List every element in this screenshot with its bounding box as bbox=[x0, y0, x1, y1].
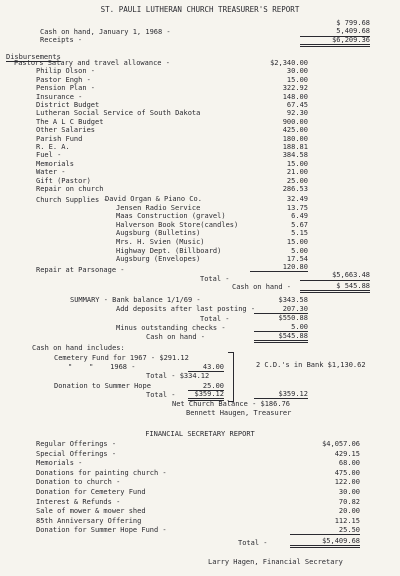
fin-sec-item-value: 429.15 bbox=[334, 449, 360, 458]
disb-total-value: $5,663.48 bbox=[300, 272, 370, 281]
disbursement-item-label: Fuel - bbox=[36, 151, 62, 160]
net-church-balance: Net Church Balance - $186.76 bbox=[172, 400, 291, 408]
bank-balance-value: $343.58 bbox=[278, 296, 308, 304]
fin-sec-item-value: 30.00 bbox=[338, 488, 360, 496]
supply-item-label: David Organ & Piano Co. bbox=[105, 195, 202, 203]
supply-item-label: Maas Construction (gravel) bbox=[116, 212, 226, 221]
fin-sec-item-value: 112.15 bbox=[334, 516, 360, 525]
summary-cash-value: $545.88 bbox=[254, 333, 308, 343]
receipts-label: Receipts - bbox=[40, 36, 83, 44]
fin-sec-item-label: Donation for Summer Hope Fund - bbox=[36, 526, 167, 535]
disbursement-item-value: 188.81 bbox=[282, 143, 308, 151]
includes-total-1: Total - $334.12 bbox=[146, 372, 210, 380]
deposits-value: 207.30 bbox=[254, 306, 308, 314]
supply-item-value: 5.15 bbox=[291, 229, 308, 238]
supply-item-label: Halverson Book Store(candles) bbox=[116, 220, 239, 229]
disbursement-item-value: 15.00 bbox=[286, 159, 308, 168]
treasurer-signature: Bennett Haugen, Treasurer bbox=[186, 409, 292, 417]
fin-sec-item-label: Donation for Cemetery Fund bbox=[36, 488, 146, 496]
supply-item-value: 5.00 bbox=[291, 246, 308, 255]
disbursement-item-value: 15.00 bbox=[286, 75, 308, 84]
fin-total-value: $5,409.68 bbox=[290, 538, 360, 548]
fin-sec-item-value: 25.50 bbox=[290, 527, 360, 535]
fin-sec-item-value: 70.82 bbox=[338, 497, 360, 506]
checks-value: 5.00 bbox=[254, 324, 308, 332]
fin-sec-item-value: $4,057.06 bbox=[322, 440, 360, 448]
hope-label: Donation to Summer Hope bbox=[54, 382, 151, 390]
disbursement-item-value: 148.00 bbox=[282, 92, 308, 101]
bank-balance-label: SUMMARY - Bank balance 1/1/69 - bbox=[70, 296, 201, 304]
receipts-value: 5,409.68 bbox=[300, 28, 370, 37]
disbursement-item-label: Lutheran Social Service of South Dakota bbox=[36, 109, 201, 118]
includes-heading: Cash on hand includes: bbox=[32, 344, 125, 352]
cemetery-1968-label: " " 1968 - bbox=[68, 363, 136, 371]
supply-item-value: 6.49 bbox=[291, 212, 308, 221]
fin-sec-item-value: 68.00 bbox=[338, 459, 360, 468]
fin-sec-signature: Larry Hagen, Financial Secretary bbox=[208, 558, 343, 566]
summary-total-value: $550.88 bbox=[278, 314, 308, 322]
supply-item-value: 13.75 bbox=[286, 203, 308, 212]
summary-total-label: Total - bbox=[200, 315, 230, 323]
disbursement-item-label: Other Salaries bbox=[36, 126, 96, 135]
disbursement-item-value: 21.00 bbox=[286, 168, 308, 177]
supply-item-value: 5.67 bbox=[291, 220, 308, 229]
supply-item-label: Jensen Radio Service bbox=[116, 203, 201, 212]
supply-item-label: Highway Dept. (Billboard) bbox=[116, 246, 222, 255]
supply-item-value: 32.49 bbox=[286, 195, 308, 203]
disbursement-item-value: $2,340.00 bbox=[270, 59, 308, 67]
supply-item-value: 17.54 bbox=[286, 255, 308, 264]
cash-jan-label: Cash on hand, January 1, 1968 - bbox=[40, 28, 171, 36]
supply-item-label: Mrs. H. Svien (Music) bbox=[116, 238, 205, 246]
includes-total-2-label: Total - bbox=[146, 391, 176, 399]
fin-sec-item-label: Memorials - bbox=[36, 459, 83, 468]
includes-total-2-value: $359.12 bbox=[188, 391, 224, 401]
fin-sec-item-label: Donation to church - bbox=[36, 478, 121, 487]
disbursement-item-label: Memorials bbox=[36, 159, 74, 168]
cds-in-bank: 2 C.D.'s in Bank $1,130.62 bbox=[256, 361, 366, 369]
disb-cash-value: $ 545.88 bbox=[300, 283, 370, 293]
fin-sec-item-label: Regular Offerings - bbox=[36, 440, 117, 448]
deposits-label: Add deposits after last posting - bbox=[116, 305, 256, 313]
disbursement-item-value: 30.00 bbox=[286, 67, 308, 76]
disbursement-item-label: Gift (Pastor) bbox=[36, 176, 91, 185]
disbursement-item-value: 92.30 bbox=[286, 109, 308, 118]
supply-item-value: 15.00 bbox=[286, 238, 308, 246]
disbursement-item-value: 180.00 bbox=[282, 134, 308, 143]
supply-item-label: Augsburg (Bulletins) bbox=[116, 229, 201, 238]
disbursement-item-label: The A L C Budget bbox=[36, 117, 104, 126]
includes-bracket bbox=[228, 352, 234, 402]
disbursement-item-label: District Budget bbox=[36, 101, 100, 109]
cash-jan-value: $ 799.68 bbox=[336, 19, 370, 27]
disbursement-item-value: 286.53 bbox=[282, 185, 308, 193]
disbursement-item-label: Pastor Engh - bbox=[36, 75, 91, 84]
summary-cash-label: Cash on hand - bbox=[146, 333, 206, 341]
hope-value: 25.00 bbox=[188, 383, 224, 391]
disb-total-label: Total - bbox=[200, 275, 230, 283]
supply-item-label: Augsburg (Envelopes) bbox=[116, 255, 201, 264]
disbursement-item-label: Repair on church bbox=[36, 185, 104, 193]
cemetery-1967: Cemetery Fund for 1967 - $291.12 bbox=[54, 354, 189, 362]
parsonage-value: 120.80 bbox=[250, 264, 308, 272]
fin-sec-title: FINANCIAL SECRETARY REPORT bbox=[145, 430, 255, 438]
fin-sec-item-label: Interest & Refunds - bbox=[36, 497, 121, 506]
disbursement-item-label: Insurance - bbox=[36, 92, 83, 101]
includes-right-value: $359.12 bbox=[254, 391, 308, 399]
fin-sec-item-value: 475.00 bbox=[334, 468, 360, 477]
fin-sec-item-label: Sale of mower & mower shed bbox=[36, 507, 146, 516]
disbursements-heading: Disbursements bbox=[6, 53, 61, 61]
disbursement-item-label: Parish Fund bbox=[36, 134, 83, 143]
disbursement-item-value: 384.58 bbox=[282, 151, 308, 160]
disbursement-item-label: R. E. A. bbox=[36, 143, 70, 151]
disbursement-item-label: Pension Plan - bbox=[36, 84, 96, 93]
cemetery-1968-value: 43.00 bbox=[188, 364, 224, 372]
disbursement-item-value: 900.00 bbox=[282, 117, 308, 126]
disbursement-item-value: 67.45 bbox=[286, 101, 308, 109]
grand-total-value: $6,209.36 bbox=[300, 37, 370, 47]
disbursement-item-label: Philip Olson - bbox=[36, 67, 96, 76]
church-supplies-label: Church Supplies - bbox=[36, 196, 108, 204]
disbursement-item-value: 322.92 bbox=[282, 84, 308, 93]
checks-label: Minus outstanding checks - bbox=[116, 324, 226, 332]
fin-sec-item-label: 85th Anniversary Offering bbox=[36, 516, 142, 525]
fin-total-label: Total - bbox=[238, 539, 268, 547]
fin-sec-item-label: Special Offerings - bbox=[36, 449, 117, 458]
disbursement-item-label: Pastors Salary and travel allowance - bbox=[14, 59, 170, 67]
report-title: ST. PAULI LUTHERAN CHURCH TREASURER'S REPORT bbox=[100, 5, 300, 14]
fin-sec-item-value: 122.00 bbox=[334, 478, 360, 487]
disbursement-item-value: 25.00 bbox=[286, 176, 308, 185]
fin-sec-item-value: 20.00 bbox=[338, 507, 360, 516]
parsonage-label: Repair at Parsonage - bbox=[36, 266, 125, 274]
disbursement-item-label: Water - bbox=[36, 168, 66, 177]
disbursement-item-value: 425.00 bbox=[282, 126, 308, 135]
fin-sec-item-label: Donations for painting church - bbox=[36, 468, 167, 477]
disb-cash-label: Cash on hand - bbox=[232, 283, 292, 291]
